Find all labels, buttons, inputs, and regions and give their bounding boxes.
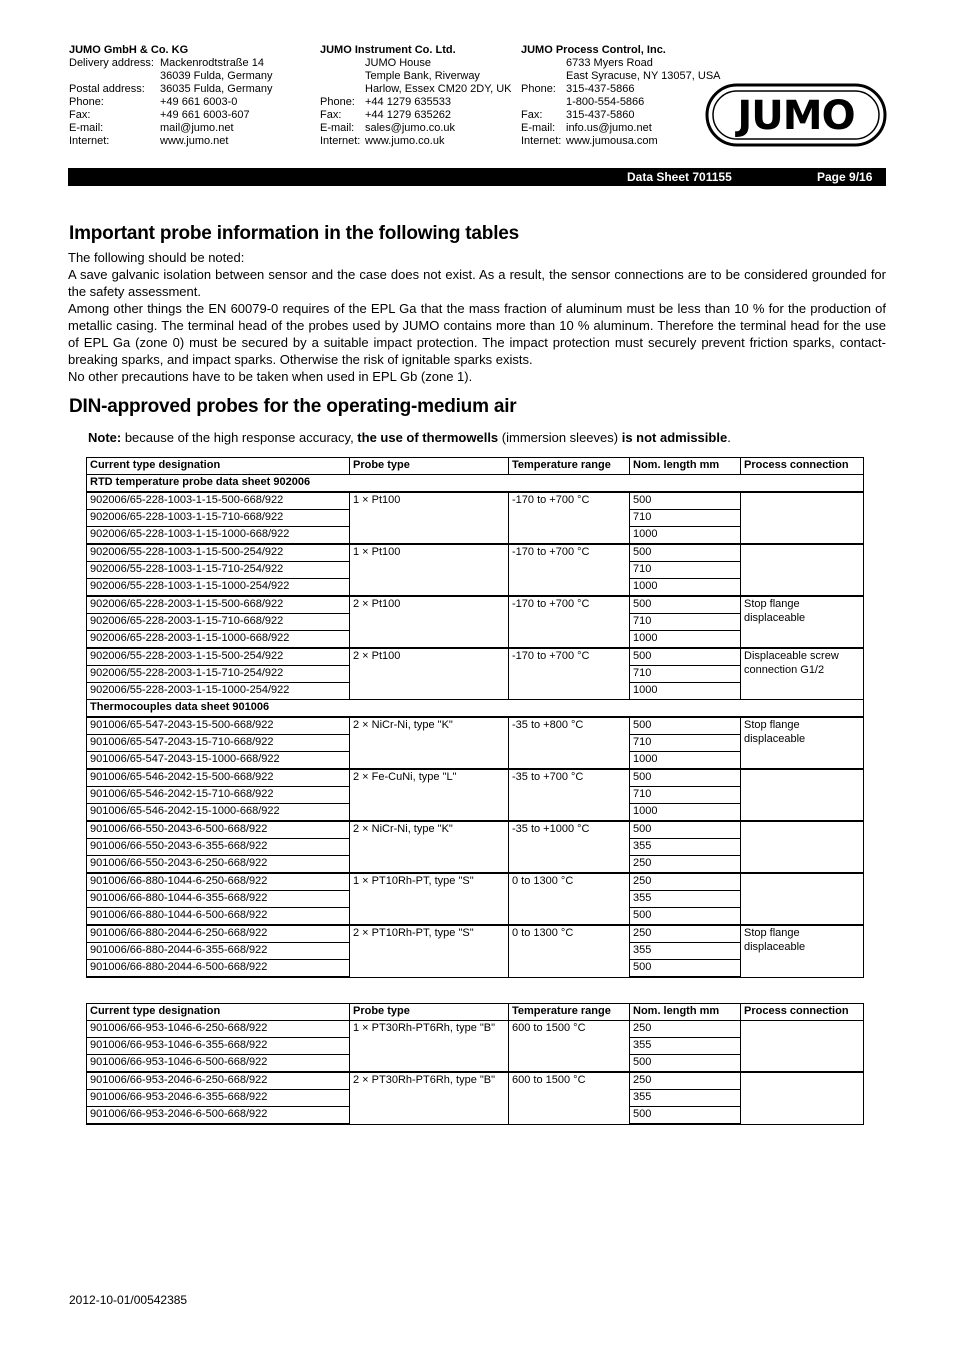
nominal-length: 500 — [630, 717, 741, 735]
nominal-length: 355 — [630, 891, 741, 908]
company-info-key: Fax: — [521, 109, 543, 121]
section-heading-probe-info: Important probe information in the following tables — [69, 223, 520, 244]
probe-table-1 — [86, 457, 864, 978]
company-title: JUMO Process Control, Inc. — [521, 44, 666, 56]
col-header-process-connection: Process connection — [741, 1004, 864, 1021]
logo-text: JUMO — [737, 93, 855, 139]
data-sheet-number: Data Sheet 701155 — [627, 170, 732, 184]
note-emphasis: the use of thermowells — [357, 430, 499, 445]
type-designation: 902006/65-228-2003-1-15-500-668/922 — [87, 596, 350, 614]
table-row — [87, 1021, 864, 1038]
paragraph: No other precautions have to be taken when used in EPL Gb (zone 1). — [68, 369, 473, 384]
table-header-row — [87, 1004, 864, 1021]
company-info-row — [320, 96, 512, 109]
type-designation: 901006/66-550-2043-6-355-668/922 — [87, 839, 350, 856]
table-section-row — [87, 475, 864, 493]
col-header-temperature-range: Temperature range — [509, 458, 630, 475]
table-header-row — [87, 458, 864, 475]
company-info-value: +49 661 6003-607 — [160, 109, 250, 121]
table-row — [87, 925, 864, 943]
nominal-length: 1000 — [630, 752, 741, 770]
probe-type: 2 × Fe-CuNi, type "L" — [350, 769, 509, 821]
company-info-row — [521, 70, 721, 83]
company-title: JUMO Instrument Co. Ltd. — [320, 44, 456, 56]
nominal-length: 710 — [630, 735, 741, 752]
nominal-length: 1000 — [630, 527, 741, 545]
nominal-length: 1000 — [630, 631, 741, 649]
company-info-key — [69, 70, 160, 83]
process-connection — [741, 873, 864, 925]
nominal-length: 500 — [630, 1107, 741, 1125]
company-info-key — [521, 96, 566, 109]
company-info-row — [69, 109, 273, 122]
col-header-probe-type: Probe type — [350, 1004, 509, 1021]
temperature-range: -35 to +800 °C — [509, 717, 630, 769]
type-designation: 902006/65-228-1003-1-15-500-668/922 — [87, 492, 350, 510]
table-row — [87, 544, 864, 562]
company-info-key — [320, 83, 365, 96]
table-row — [87, 648, 864, 666]
company-info-row — [69, 83, 273, 96]
company-info-value: mail@jumo.net — [160, 122, 234, 134]
company-info-value: sales@jumo.co.uk — [365, 122, 456, 134]
company-info-value: +44 1279 635533 — [365, 96, 451, 108]
nominal-length: 355 — [630, 943, 741, 960]
company-info-key: Internet: — [69, 135, 110, 147]
company-info-row — [521, 96, 721, 109]
type-designation: 901006/66-880-1044-6-355-668/922 — [87, 891, 350, 908]
table-row — [87, 821, 864, 839]
company-info-value: East Syracuse, NY 13057, USA — [566, 70, 721, 82]
nominal-length: 500 — [630, 1055, 741, 1073]
company-info-key: Delivery address: — [69, 57, 154, 69]
process-connection: Stop flange displaceable — [741, 596, 864, 648]
col-header-process-connection: Process connection — [741, 458, 864, 475]
temperature-range: -35 to +1000 °C — [509, 821, 630, 873]
company-info-value: 315-437-5866 — [566, 83, 635, 95]
type-designation: 901006/66-880-1044-6-500-668/922 — [87, 908, 350, 926]
company-info-key — [320, 70, 365, 83]
type-designation: 902006/65-228-1003-1-15-710-668/922 — [87, 510, 350, 527]
company-info-value: info.us@jumo.net — [566, 122, 652, 134]
company-info-key: Fax: — [69, 109, 91, 121]
company-info-key: Internet: — [521, 135, 562, 147]
note-label: Note: — [88, 430, 122, 445]
paragraph: The following should be noted: — [68, 250, 245, 265]
process-connection — [741, 821, 864, 873]
company-info-value: +44 1279 635262 — [365, 109, 451, 121]
company-info-row — [69, 135, 273, 148]
company-info-row — [521, 122, 721, 135]
type-designation: 902006/55-228-2003-1-15-500-254/922 — [87, 648, 350, 666]
company-jumo-usa — [521, 44, 721, 148]
company-info-value: JUMO House — [365, 57, 432, 69]
type-designation: 901006/66-880-1044-6-250-668/922 — [87, 873, 350, 891]
nominal-length: 250 — [630, 1072, 741, 1090]
type-designation: 902006/55-228-2003-1-15-1000-254/922 — [87, 683, 350, 700]
col-header-temperature-range: Temperature range — [509, 1004, 630, 1021]
table-row — [87, 717, 864, 735]
nominal-length: 250 — [630, 873, 741, 891]
table-row — [87, 769, 864, 787]
company-info-key: E-mail: — [69, 122, 104, 134]
probe-type: 2 × Pt100 — [350, 596, 509, 648]
company-info-value: www.jumo.co.uk — [365, 135, 445, 147]
company-info-row — [320, 57, 512, 70]
probe-type: 2 × NiCr-Ni, type "K" — [350, 717, 509, 769]
type-designation: 901006/65-547-2043-15-710-668/922 — [87, 735, 350, 752]
nominal-length: 710 — [630, 562, 741, 579]
company-info-value: 1-800-554-5866 — [566, 96, 645, 108]
nominal-length: 355 — [630, 1038, 741, 1055]
probe-type: 2 × Pt100 — [350, 648, 509, 700]
type-designation: 902006/55-228-1003-1-15-500-254/922 — [87, 544, 350, 562]
company-info-row — [320, 122, 512, 135]
temperature-range: 600 to 1500 °C — [509, 1072, 630, 1124]
type-designation: 902006/65-228-2003-1-15-710-668/922 — [87, 614, 350, 631]
company-info-key: Internet: — [320, 135, 361, 147]
company-info-key: Phone: — [320, 96, 355, 108]
type-designation: 901006/65-546-2042-15-1000-668/922 — [87, 804, 350, 822]
header-bar — [68, 168, 886, 186]
section-title: RTD temperature probe data sheet 902006 — [87, 475, 864, 493]
type-designation: 901006/66-953-1046-6-355-668/922 — [87, 1038, 350, 1055]
nominal-length: 500 — [630, 544, 741, 562]
type-designation: 902006/65-228-1003-1-15-1000-668/922 — [87, 527, 350, 545]
temperature-range: 600 to 1500 °C — [509, 1021, 630, 1073]
paragraph: Among other things the EN 60079-0 requires of the EPL Ga that the mass fraction of aluminum must be less than 10 % for the production of metallic casing. The terminal head of the probes used by JUMO contains more than 10 % aluminum. Therefore the terminal head for the use of EPL Ga (zone 0) must be secured by a suitable impact protection. The impact protection must securely prevent friction sparks, contact-breaking sparks, and impact sparks. Otherwise the risk of ignitable sparks exists. — [68, 301, 886, 367]
probe-type: 2 × PT30Rh-PT6Rh, type "B" — [350, 1072, 509, 1124]
probe-info-text — [68, 249, 886, 385]
note-text: (immersion sleeves) — [498, 430, 622, 445]
company-info-value: 6733 Myers Road — [566, 57, 653, 69]
type-designation: 901006/66-953-1046-6-250-668/922 — [87, 1021, 350, 1038]
company-info-value: Temple Bank, Riverway — [365, 70, 480, 82]
nominal-length: 250 — [630, 1021, 741, 1038]
document-code: 2012-10-01/00542385 — [69, 1293, 188, 1307]
type-designation: 901006/66-953-1046-6-500-668/922 — [87, 1055, 350, 1073]
company-info-row — [69, 122, 273, 135]
type-designation: 901006/65-547-2043-15-1000-668/922 — [87, 752, 350, 770]
company-info-row — [320, 135, 512, 148]
company-jumo-germany — [69, 44, 273, 148]
process-connection — [741, 1072, 864, 1124]
probe-type: 1 × PT30Rh-PT6Rh, type "B" — [350, 1021, 509, 1073]
nominal-length: 500 — [630, 648, 741, 666]
note — [88, 430, 731, 445]
company-info-key: Postal address: — [69, 83, 145, 95]
type-designation: 901006/65-546-2042-15-500-668/922 — [87, 769, 350, 787]
temperature-range: -170 to +700 °C — [509, 544, 630, 596]
company-info-value: Mackenrodtstraße 14 — [160, 57, 264, 69]
company-info-value: 36039 Fulda, Germany — [160, 70, 273, 82]
company-info-row — [521, 57, 721, 70]
nominal-length: 1000 — [630, 804, 741, 822]
type-designation: 901006/66-953-2046-6-500-668/922 — [87, 1107, 350, 1125]
company-info-value: 315-437-5860 — [566, 109, 635, 121]
company-info-row — [521, 83, 721, 96]
type-designation: 901006/66-550-2043-6-250-668/922 — [87, 856, 350, 874]
process-connection — [741, 492, 864, 544]
company-info-row — [521, 135, 721, 148]
table-section-row — [87, 700, 864, 718]
type-designation: 901006/66-880-2044-6-500-668/922 — [87, 960, 350, 978]
section-heading-din-probes: DIN-approved probes for the operating-medium air — [69, 396, 517, 417]
nominal-length: 1000 — [630, 579, 741, 597]
paragraph: A save galvanic isolation between sensor and the case does not exist. As a result, the sensor connections are to be considered grounded for the safety assessment. — [68, 267, 886, 299]
col-header-designation: Current type designation — [87, 1004, 350, 1021]
company-info-row — [521, 109, 721, 122]
company-info-key: Phone: — [521, 83, 556, 95]
type-designation: 901006/66-880-2044-6-355-668/922 — [87, 943, 350, 960]
table-row — [87, 596, 864, 614]
probe-type: 1 × PT10Rh-PT, type "S" — [350, 873, 509, 925]
company-info-row — [69, 96, 273, 109]
type-designation: 901006/65-546-2042-15-710-668/922 — [87, 787, 350, 804]
company-info-key: E-mail: — [320, 122, 355, 134]
probe-type: 1 × Pt100 — [350, 544, 509, 596]
company-info-row — [69, 70, 273, 83]
company-info-key — [320, 57, 365, 70]
temperature-range: 0 to 1300 °C — [509, 873, 630, 925]
company-info-key — [521, 70, 566, 83]
col-header-nom-length: Nom. length mm — [630, 1004, 741, 1021]
col-header-nom-length: Nom. length mm — [630, 458, 741, 475]
nominal-length: 500 — [630, 492, 741, 510]
company-info-row — [320, 70, 512, 83]
process-connection: Stop flange displaceable — [741, 925, 864, 977]
company-info-row — [320, 109, 512, 122]
nominal-length: 1000 — [630, 683, 741, 700]
nominal-length: 355 — [630, 839, 741, 856]
company-info-key — [521, 57, 566, 70]
temperature-range: -170 to +700 °C — [509, 596, 630, 648]
process-connection: Stop flange displaceable — [741, 717, 864, 769]
company-title: JUMO GmbH & Co. KG — [69, 44, 189, 56]
process-connection — [741, 544, 864, 596]
nominal-length: 250 — [630, 856, 741, 874]
probe-type: 2 × NiCr-Ni, type "K" — [350, 821, 509, 873]
table-row — [87, 492, 864, 510]
type-designation: 901006/66-550-2043-6-500-668/922 — [87, 821, 350, 839]
table-row — [87, 1072, 864, 1090]
temperature-range: -170 to +700 °C — [509, 492, 630, 544]
section-title: Thermocouples data sheet 901006 — [87, 700, 864, 718]
nominal-length: 710 — [630, 510, 741, 527]
company-jumo-uk — [320, 44, 512, 148]
nominal-length: 500 — [630, 769, 741, 787]
nominal-length: 500 — [630, 960, 741, 978]
type-designation: 902006/65-228-2003-1-15-1000-668/922 — [87, 631, 350, 649]
nominal-length: 710 — [630, 614, 741, 631]
note-text: . — [727, 430, 731, 445]
col-header-probe-type: Probe type — [350, 458, 509, 475]
temperature-range: -170 to +700 °C — [509, 648, 630, 700]
note-text: because of the high response accuracy, — [121, 430, 358, 445]
nominal-length: 710 — [630, 787, 741, 804]
col-header-designation: Current type designation — [87, 458, 350, 475]
type-designation: 902006/55-228-1003-1-15-710-254/922 — [87, 562, 350, 579]
company-info-row — [69, 57, 273, 70]
nominal-length: 500 — [630, 821, 741, 839]
company-info-key: Fax: — [320, 109, 342, 121]
jumo-logo — [705, 83, 887, 147]
nominal-length: 500 — [630, 908, 741, 926]
type-designation: 901006/66-953-2046-6-355-668/922 — [87, 1090, 350, 1107]
temperature-range: 0 to 1300 °C — [509, 925, 630, 977]
type-designation: 901006/65-547-2043-15-500-668/922 — [87, 717, 350, 735]
nominal-length: 500 — [630, 596, 741, 614]
probe-table-2 — [86, 1003, 864, 1125]
nominal-length: 250 — [630, 925, 741, 943]
nominal-length: 355 — [630, 1090, 741, 1107]
company-info-key: E-mail: — [521, 122, 556, 134]
type-designation: 901006/66-880-2044-6-250-668/922 — [87, 925, 350, 943]
process-connection — [741, 769, 864, 821]
company-info-value: 36035 Fulda, Germany — [160, 83, 273, 95]
probe-type: 1 × Pt100 — [350, 492, 509, 544]
company-info-value: www.jumo.net — [160, 135, 229, 147]
company-info-value: Harlow, Essex CM20 2DY, UK — [365, 83, 512, 95]
note-emphasis: is not admissible — [621, 430, 728, 445]
process-connection — [741, 1021, 864, 1073]
company-info-row — [320, 83, 512, 96]
company-info-value: www.jumousa.com — [566, 135, 658, 147]
probe-type: 2 × PT10Rh-PT, type "S" — [350, 925, 509, 977]
table-row — [87, 873, 864, 891]
type-designation: 902006/55-228-1003-1-15-1000-254/922 — [87, 579, 350, 597]
company-info-value: +49 661 6003-0 — [160, 96, 238, 108]
company-info-key: Phone: — [69, 96, 104, 108]
nominal-length: 710 — [630, 666, 741, 683]
type-designation: 901006/66-953-2046-6-250-668/922 — [87, 1072, 350, 1090]
process-connection: Displaceable screw connection G1/2 — [741, 648, 864, 700]
type-designation: 902006/55-228-2003-1-15-710-254/922 — [87, 666, 350, 683]
temperature-range: -35 to +700 °C — [509, 769, 630, 821]
page-number: Page 9/16 — [817, 170, 873, 184]
